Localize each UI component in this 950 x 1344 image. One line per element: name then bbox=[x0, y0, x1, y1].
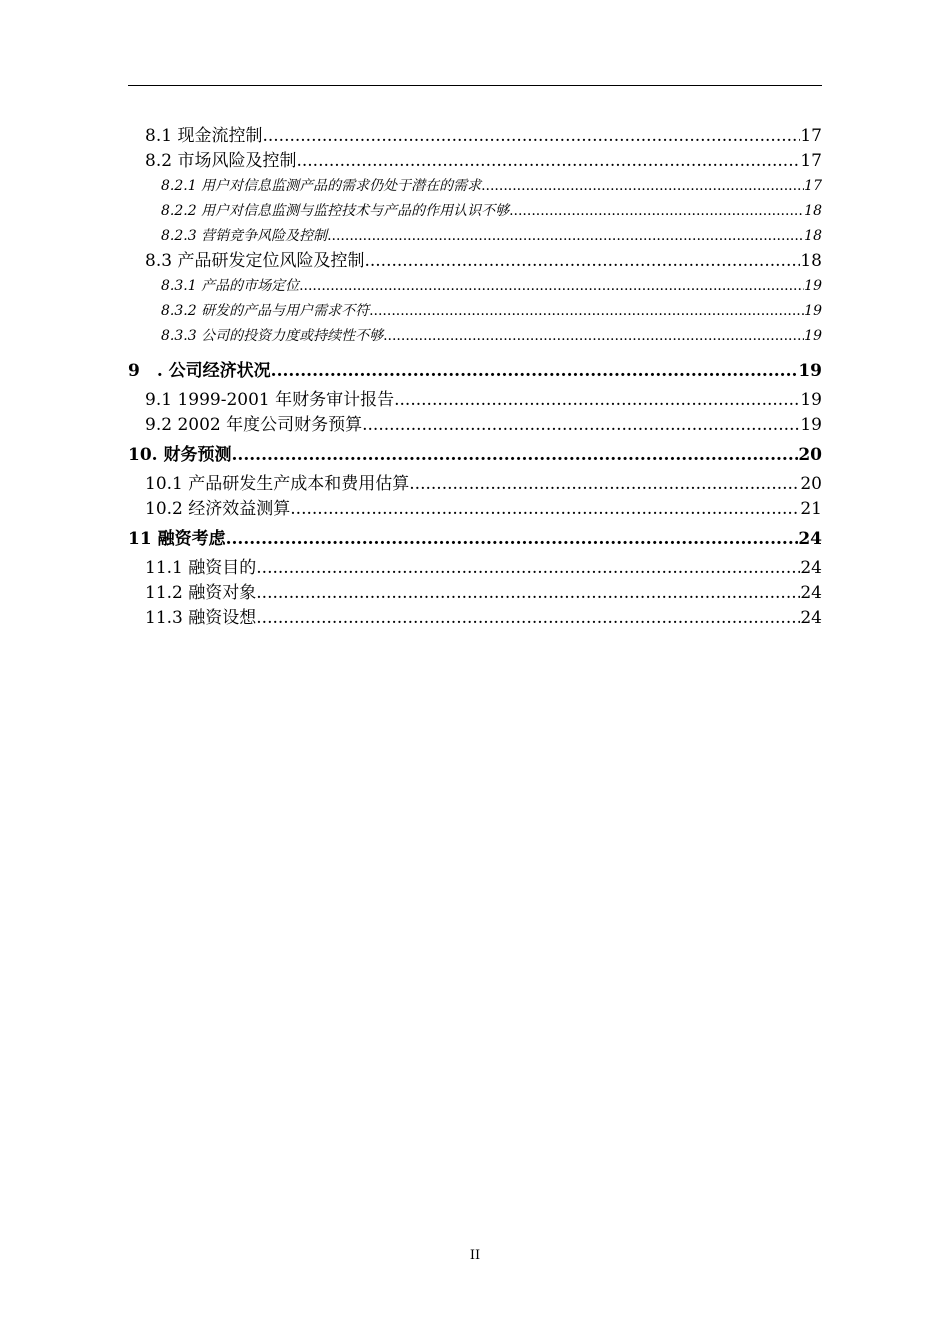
toc-leader-dots bbox=[383, 324, 804, 349]
page-footer bbox=[0, 1248, 950, 1263]
toc-entry-page: 18 bbox=[800, 251, 822, 271]
toc-entry-label: 11.1 融资目的 bbox=[145, 558, 257, 578]
toc-entry-page: 19 bbox=[804, 328, 822, 344]
toc-entry-label: 10.1 产品研发生产成本和费用估算 bbox=[145, 474, 410, 494]
toc-leader-dots bbox=[509, 199, 804, 224]
toc-entry-8-3-1[interactable] bbox=[128, 274, 822, 299]
toc-entry-label: 8.3.3 公司的投资力度或持续性不够 bbox=[161, 328, 384, 344]
toc-leader-dots bbox=[271, 354, 799, 388]
toc-entry-label: 11 融资考虑 bbox=[128, 529, 226, 549]
toc-entry-page: 20 bbox=[798, 445, 822, 465]
toc-entry-11-3[interactable] bbox=[128, 606, 822, 631]
toc-entry-page: 19 bbox=[800, 415, 822, 435]
toc-leader-dots bbox=[394, 388, 800, 413]
toc-entry-label: 11.2 融资对象 bbox=[145, 583, 257, 603]
toc-entry-11-2[interactable] bbox=[128, 581, 822, 606]
toc-entry-label: 8.2.1 用户对信息监测产品的需求仍处于潜在的需求 bbox=[161, 178, 482, 194]
toc-entry-8-2-1[interactable] bbox=[128, 174, 822, 199]
toc-entry-8-1[interactable] bbox=[128, 124, 822, 149]
toc-leader-dots bbox=[232, 438, 799, 472]
toc-leader-dots bbox=[362, 413, 800, 438]
toc-entry-8-3[interactable] bbox=[128, 249, 822, 274]
toc-leader-dots bbox=[256, 606, 800, 631]
toc-entry-page: 18 bbox=[804, 228, 822, 244]
toc-entry-label: 9.2 2002 年度公司财务预算 bbox=[145, 415, 363, 435]
toc-entry-label: 8.2 市场风险及控制 bbox=[145, 151, 297, 171]
toc-entry-page: 24 bbox=[798, 529, 822, 549]
toc-entry-page: 21 bbox=[800, 499, 822, 519]
toc-entry-page: 24 bbox=[800, 558, 822, 578]
toc-entry-label: 8.3.1 产品的市场定位 bbox=[161, 278, 300, 294]
toc-entry-11-1[interactable] bbox=[128, 556, 822, 581]
toc-entry-8-2[interactable] bbox=[128, 149, 822, 174]
toc-entry-page: 19 bbox=[798, 361, 822, 381]
toc-entry-8-2-2[interactable] bbox=[128, 199, 822, 224]
table-of-contents bbox=[128, 124, 822, 631]
toc-leader-dots bbox=[369, 299, 804, 324]
toc-entry-label: 9.1 1999-2001 年财务审计报告 bbox=[145, 390, 395, 410]
toc-leader-dots bbox=[409, 472, 800, 497]
toc-entry-page: 18 bbox=[804, 203, 822, 219]
toc-leader-dots bbox=[299, 274, 804, 299]
toc-leader-dots bbox=[262, 124, 800, 149]
toc-entry-label: 10.2 经济效益测算 bbox=[145, 499, 291, 519]
toc-entry-label: 8.3 产品研发定位风险及控制 bbox=[145, 251, 365, 271]
toc-entry-label: 9 . 公司经济状况 bbox=[128, 361, 271, 381]
toc-leader-dots bbox=[296, 149, 800, 174]
toc-entry-page: 19 bbox=[804, 278, 822, 294]
toc-entry-9-1[interactable] bbox=[128, 388, 822, 413]
toc-leader-dots bbox=[327, 224, 804, 249]
toc-leader-dots bbox=[290, 497, 800, 522]
toc-entry-page: 17 bbox=[800, 151, 822, 171]
toc-leader-dots bbox=[256, 556, 800, 581]
toc-entry-label: 10. 财务预测 bbox=[128, 445, 232, 465]
toc-entry-8-3-3[interactable] bbox=[128, 324, 822, 349]
toc-leader-dots bbox=[256, 581, 800, 606]
toc-entry-page: 20 bbox=[800, 474, 822, 494]
toc-entry-9-2[interactable] bbox=[128, 413, 822, 438]
toc-entry-page: 24 bbox=[800, 608, 822, 628]
toc-leader-dots bbox=[226, 522, 799, 556]
toc-entry-page: 19 bbox=[804, 303, 822, 319]
toc-entry-label: 8.3.2 研发的产品与用户需求不符 bbox=[161, 303, 370, 319]
toc-entry-page: 17 bbox=[804, 178, 822, 194]
toc-leader-dots bbox=[481, 174, 804, 199]
header-rule bbox=[128, 85, 822, 86]
toc-entry-9[interactable] bbox=[128, 354, 822, 388]
toc-entry-label: 8.1 现金流控制 bbox=[145, 126, 263, 146]
toc-entry-10[interactable] bbox=[128, 438, 822, 472]
toc-entry-8-3-2[interactable] bbox=[128, 299, 822, 324]
toc-entry-page: 17 bbox=[800, 126, 822, 146]
toc-entry-10-1[interactable] bbox=[128, 472, 822, 497]
toc-entry-label: 11.3 融资设想 bbox=[145, 608, 257, 628]
footer-page-number: II bbox=[469, 1248, 481, 1263]
toc-entry-8-2-3[interactable] bbox=[128, 224, 822, 249]
toc-entry-11[interactable] bbox=[128, 522, 822, 556]
toc-entry-page: 19 bbox=[800, 390, 822, 410]
toc-entry-label: 8.2.2 用户对信息监测与监控技术与产品的作用认识不够 bbox=[161, 203, 510, 219]
toc-leader-dots bbox=[364, 249, 800, 274]
toc-entry-label: 8.2.3 营销竞争风险及控制 bbox=[161, 228, 328, 244]
toc-entry-page: 24 bbox=[800, 583, 822, 603]
toc-entry-10-2[interactable] bbox=[128, 497, 822, 522]
